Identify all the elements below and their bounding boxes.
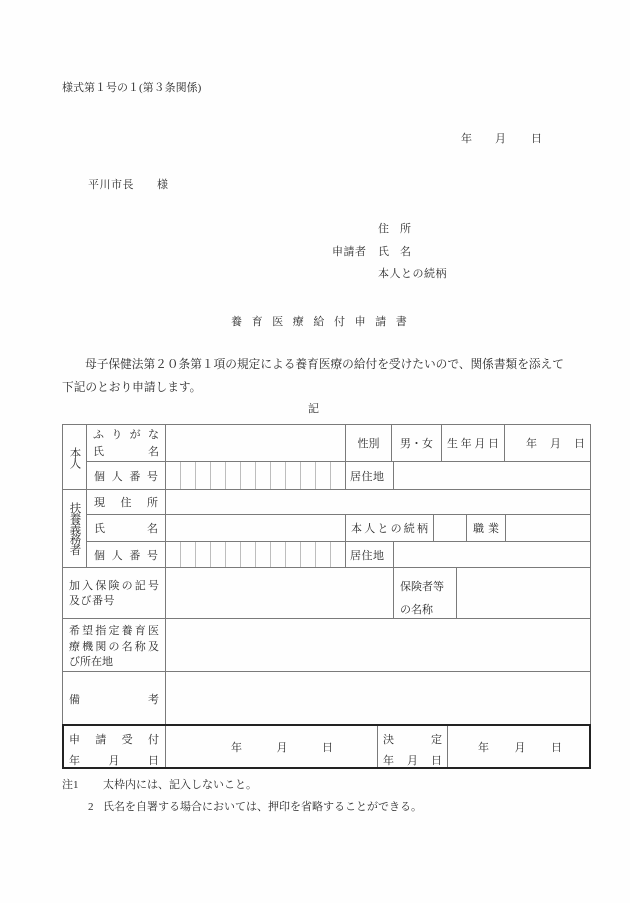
label-char: 医 bbox=[147, 625, 159, 638]
mynumber-digit-cell[interactable] bbox=[226, 542, 241, 567]
received-month: 月 bbox=[276, 742, 288, 754]
furigana-name-label-cell bbox=[86, 424, 166, 462]
date-day: 日 bbox=[531, 133, 542, 145]
mynumber-digit-cell[interactable] bbox=[196, 542, 211, 567]
label-char: 請 bbox=[95, 734, 107, 746]
insurer-label-line-1: 保険者等 bbox=[400, 581, 444, 593]
applicant-name-label: 氏 名 bbox=[378, 246, 411, 258]
mynumber-digit-cell[interactable] bbox=[256, 542, 271, 567]
label-char: 受 bbox=[121, 734, 133, 746]
label-char: 本 bbox=[351, 523, 362, 535]
label-char: 年 bbox=[69, 755, 80, 767]
hospital-label bbox=[62, 618, 166, 672]
insurance-label-line-1 bbox=[69, 578, 159, 594]
hospital-label-line-2 bbox=[69, 640, 159, 656]
applicant-label: 申請者 bbox=[332, 246, 367, 258]
received-day: 日 bbox=[322, 742, 333, 754]
label-char: 柄 bbox=[416, 523, 428, 535]
mynumber-digit-cell[interactable] bbox=[181, 462, 196, 489]
addressee-honorific: 様 bbox=[157, 179, 168, 191]
date-year: 年 bbox=[461, 133, 472, 145]
mynumber-digit-cell[interactable] bbox=[166, 542, 181, 567]
furigana-label bbox=[93, 428, 159, 443]
hospital-field[interactable] bbox=[165, 618, 591, 672]
label-char: 育 bbox=[134, 625, 146, 638]
label-char: 備 bbox=[69, 693, 80, 706]
label-char: 号 bbox=[146, 549, 158, 562]
insurer-name-label bbox=[393, 567, 457, 619]
body-line-2: 下記のとおり申請します。 bbox=[62, 381, 202, 394]
label-char: 保 bbox=[95, 579, 107, 592]
decision-date-label bbox=[377, 725, 448, 769]
guardian-relation-field[interactable] bbox=[433, 514, 467, 542]
guardian-residence-field[interactable] bbox=[393, 541, 591, 568]
decision-label-line-2 bbox=[383, 750, 442, 770]
guardian-address-label bbox=[86, 489, 166, 515]
section-self-label: 本人 bbox=[68, 446, 81, 468]
label-char: 月 bbox=[108, 755, 120, 767]
self-name-field[interactable] bbox=[165, 424, 346, 462]
decision-year: 年 bbox=[478, 742, 489, 754]
gender-label-text: 性別 bbox=[357, 438, 380, 450]
mynumber-digit-cell[interactable] bbox=[166, 462, 181, 489]
guardian-occupation-field[interactable] bbox=[505, 514, 591, 542]
label-char: 番 bbox=[129, 470, 141, 483]
mynumber-digit-cell[interactable] bbox=[286, 462, 301, 489]
section-self bbox=[62, 424, 87, 490]
guardian-relation-label bbox=[345, 514, 434, 542]
label-char: の bbox=[108, 640, 120, 653]
label-char: 年 bbox=[460, 438, 472, 450]
mynumber-digit-cell[interactable] bbox=[301, 542, 316, 567]
label-char: 称 bbox=[134, 640, 146, 653]
gender-options[interactable]: 男・女 bbox=[400, 438, 433, 450]
label-char: 機 bbox=[82, 640, 94, 653]
birthdate-day: 日 bbox=[574, 438, 585, 450]
label-char: な bbox=[147, 429, 159, 441]
label-char: 望 bbox=[82, 625, 94, 638]
birthdate-label bbox=[441, 424, 505, 462]
mynumber-digit-cell[interactable] bbox=[271, 542, 286, 567]
addressee-name: 平川市長 bbox=[88, 179, 134, 191]
mynumber-digit-cell[interactable] bbox=[316, 462, 331, 489]
label-char: 指 bbox=[95, 625, 107, 638]
mynumber-digit-cell[interactable] bbox=[301, 462, 316, 489]
label-char: 個 bbox=[94, 470, 105, 483]
decision-month: 月 bbox=[514, 742, 526, 754]
insurance-number-label bbox=[62, 567, 166, 619]
received-date-field[interactable] bbox=[165, 725, 378, 769]
hospital-label-line-3: び所在地 bbox=[69, 656, 113, 668]
received-date-label bbox=[62, 725, 166, 769]
guardian-mynumber-field[interactable] bbox=[165, 541, 346, 568]
decision-date-field[interactable] bbox=[447, 725, 591, 769]
label-char: 番 bbox=[129, 549, 141, 562]
hospital-label-line-1 bbox=[69, 624, 159, 640]
birthdate-month: 月 bbox=[550, 438, 561, 450]
mynumber-digit-cell[interactable] bbox=[241, 542, 256, 567]
mynumber-digit-cell[interactable] bbox=[211, 542, 226, 567]
mynumber-digit-cell[interactable] bbox=[211, 462, 226, 489]
mynumber-digit-cell[interactable] bbox=[271, 462, 286, 489]
insurance-number-field[interactable] bbox=[165, 567, 394, 619]
guardian-mynumber-label bbox=[86, 541, 166, 568]
decision-day: 日 bbox=[551, 742, 562, 754]
received-label-line-2 bbox=[69, 750, 159, 770]
mynumber-digit-cell[interactable] bbox=[316, 542, 331, 567]
label-char: 養 bbox=[121, 625, 133, 638]
label-char: 続 bbox=[403, 523, 415, 535]
label-char: 人 bbox=[111, 470, 123, 483]
guardian-occupation-label bbox=[466, 514, 506, 542]
mynumber-digit-cell[interactable] bbox=[256, 462, 271, 489]
label-char: 日 bbox=[431, 755, 442, 767]
section-guardian bbox=[62, 489, 87, 568]
label-char: 現 bbox=[94, 497, 105, 509]
received-year: 年 bbox=[231, 742, 242, 754]
label-char: 業 bbox=[488, 523, 499, 535]
label-char: 住 bbox=[120, 497, 132, 509]
self-mynumber-field[interactable] bbox=[165, 461, 346, 490]
label-char: 氏 bbox=[94, 523, 105, 535]
remarks-field[interactable] bbox=[165, 671, 591, 726]
label-char: 号 bbox=[146, 470, 158, 483]
label-char: 付 bbox=[147, 734, 159, 746]
label-char: 氏 bbox=[93, 446, 104, 458]
note-2-text: 氏名を自署する場合においては、押印を省略することができる。 bbox=[103, 801, 422, 813]
application-table bbox=[62, 424, 591, 769]
label-char: ふ bbox=[93, 429, 104, 441]
ki-heading: 記 bbox=[308, 403, 319, 415]
label-char: 生 bbox=[447, 438, 458, 450]
label-char: 名 bbox=[121, 640, 133, 653]
applicant-address-label: 住 所 bbox=[378, 223, 411, 235]
body-line-1: 母子保健法第２０条第１項の規定による養育医療の給付を受けたいので、関係書類を添えて bbox=[85, 358, 564, 371]
gender-field[interactable] bbox=[391, 424, 442, 462]
mynumber-digit-cell[interactable] bbox=[196, 462, 211, 489]
birthdate-field[interactable] bbox=[504, 424, 591, 462]
label-char: 及 bbox=[147, 640, 159, 653]
label-char: 申 bbox=[69, 734, 80, 746]
insurance-label-line-2: 及び番号 bbox=[69, 595, 115, 607]
self-name-label bbox=[93, 445, 159, 460]
label-char: 年 bbox=[383, 755, 394, 767]
label-char: 定 bbox=[108, 625, 120, 638]
received-label-line-1 bbox=[69, 728, 159, 750]
label-char: の bbox=[390, 523, 402, 535]
section-guardian-label: 扶養義務者 bbox=[68, 502, 81, 555]
label-char: が bbox=[129, 429, 141, 441]
label-char: 希 bbox=[69, 625, 80, 638]
self-residence-field[interactable] bbox=[393, 461, 591, 490]
label-char: 考 bbox=[148, 693, 159, 706]
label-char: 日 bbox=[487, 438, 499, 450]
guardian-name-label bbox=[86, 514, 166, 542]
label-char: 職 bbox=[473, 523, 484, 535]
label-char: 月 bbox=[407, 755, 418, 767]
label-char: と bbox=[377, 523, 389, 535]
birthdate-year: 年 bbox=[526, 438, 537, 450]
label-char: 個 bbox=[94, 549, 105, 562]
gender-label bbox=[345, 424, 392, 462]
insurer-name-field[interactable] bbox=[456, 567, 591, 619]
date-month: 月 bbox=[495, 133, 506, 145]
label-char: 日 bbox=[148, 755, 159, 767]
self-mynumber-label bbox=[86, 461, 166, 490]
guardian-residence-label: 居住地 bbox=[345, 541, 394, 568]
label-char: 決 bbox=[383, 734, 394, 746]
note-1-text: 太枠内には、記入しないこと。 bbox=[103, 779, 257, 791]
label-char: 関 bbox=[95, 640, 107, 653]
guardian-address-field[interactable] bbox=[165, 489, 591, 515]
label-char: 名 bbox=[147, 523, 158, 535]
label-char: の bbox=[121, 579, 133, 592]
label-char: 人 bbox=[364, 523, 376, 535]
label-char: 険 bbox=[108, 579, 120, 592]
page-title: 養育医療給付申請書 bbox=[231, 316, 417, 328]
applicant-relation-label: 本人との続柄 bbox=[378, 268, 447, 280]
note-2-number: 2 bbox=[88, 801, 94, 813]
note-1-number: 注1 bbox=[62, 779, 79, 791]
guardian-name-field[interactable] bbox=[165, 514, 346, 542]
label-char: り bbox=[111, 429, 123, 441]
mynumber-digit-cell[interactable] bbox=[331, 542, 345, 567]
label-char: 入 bbox=[82, 579, 94, 592]
label-char: 療 bbox=[69, 640, 80, 653]
label-char: 記 bbox=[134, 579, 146, 592]
label-char: 所 bbox=[147, 497, 158, 509]
label-char: 人 bbox=[111, 549, 123, 562]
label-char: 加 bbox=[69, 579, 80, 592]
mynumber-digit-cell[interactable] bbox=[181, 542, 196, 567]
mynumber-digit-cell[interactable] bbox=[241, 462, 256, 489]
insurer-label-line-2: の名称 bbox=[400, 604, 433, 616]
mynumber-digit-cell[interactable] bbox=[286, 542, 301, 567]
label-char: 月 bbox=[474, 438, 486, 450]
label-char: 名 bbox=[148, 446, 159, 458]
decision-label-line-1 bbox=[383, 728, 442, 750]
label-char: 定 bbox=[431, 734, 442, 746]
remarks-label bbox=[62, 671, 166, 726]
mynumber-digit-cell[interactable] bbox=[331, 462, 345, 489]
form-number: 様式第１号の１(第３条関係) bbox=[62, 82, 202, 94]
self-residence-label: 居住地 bbox=[345, 461, 394, 490]
label-char: 号 bbox=[147, 579, 159, 592]
mynumber-digit-cell[interactable] bbox=[226, 462, 241, 489]
